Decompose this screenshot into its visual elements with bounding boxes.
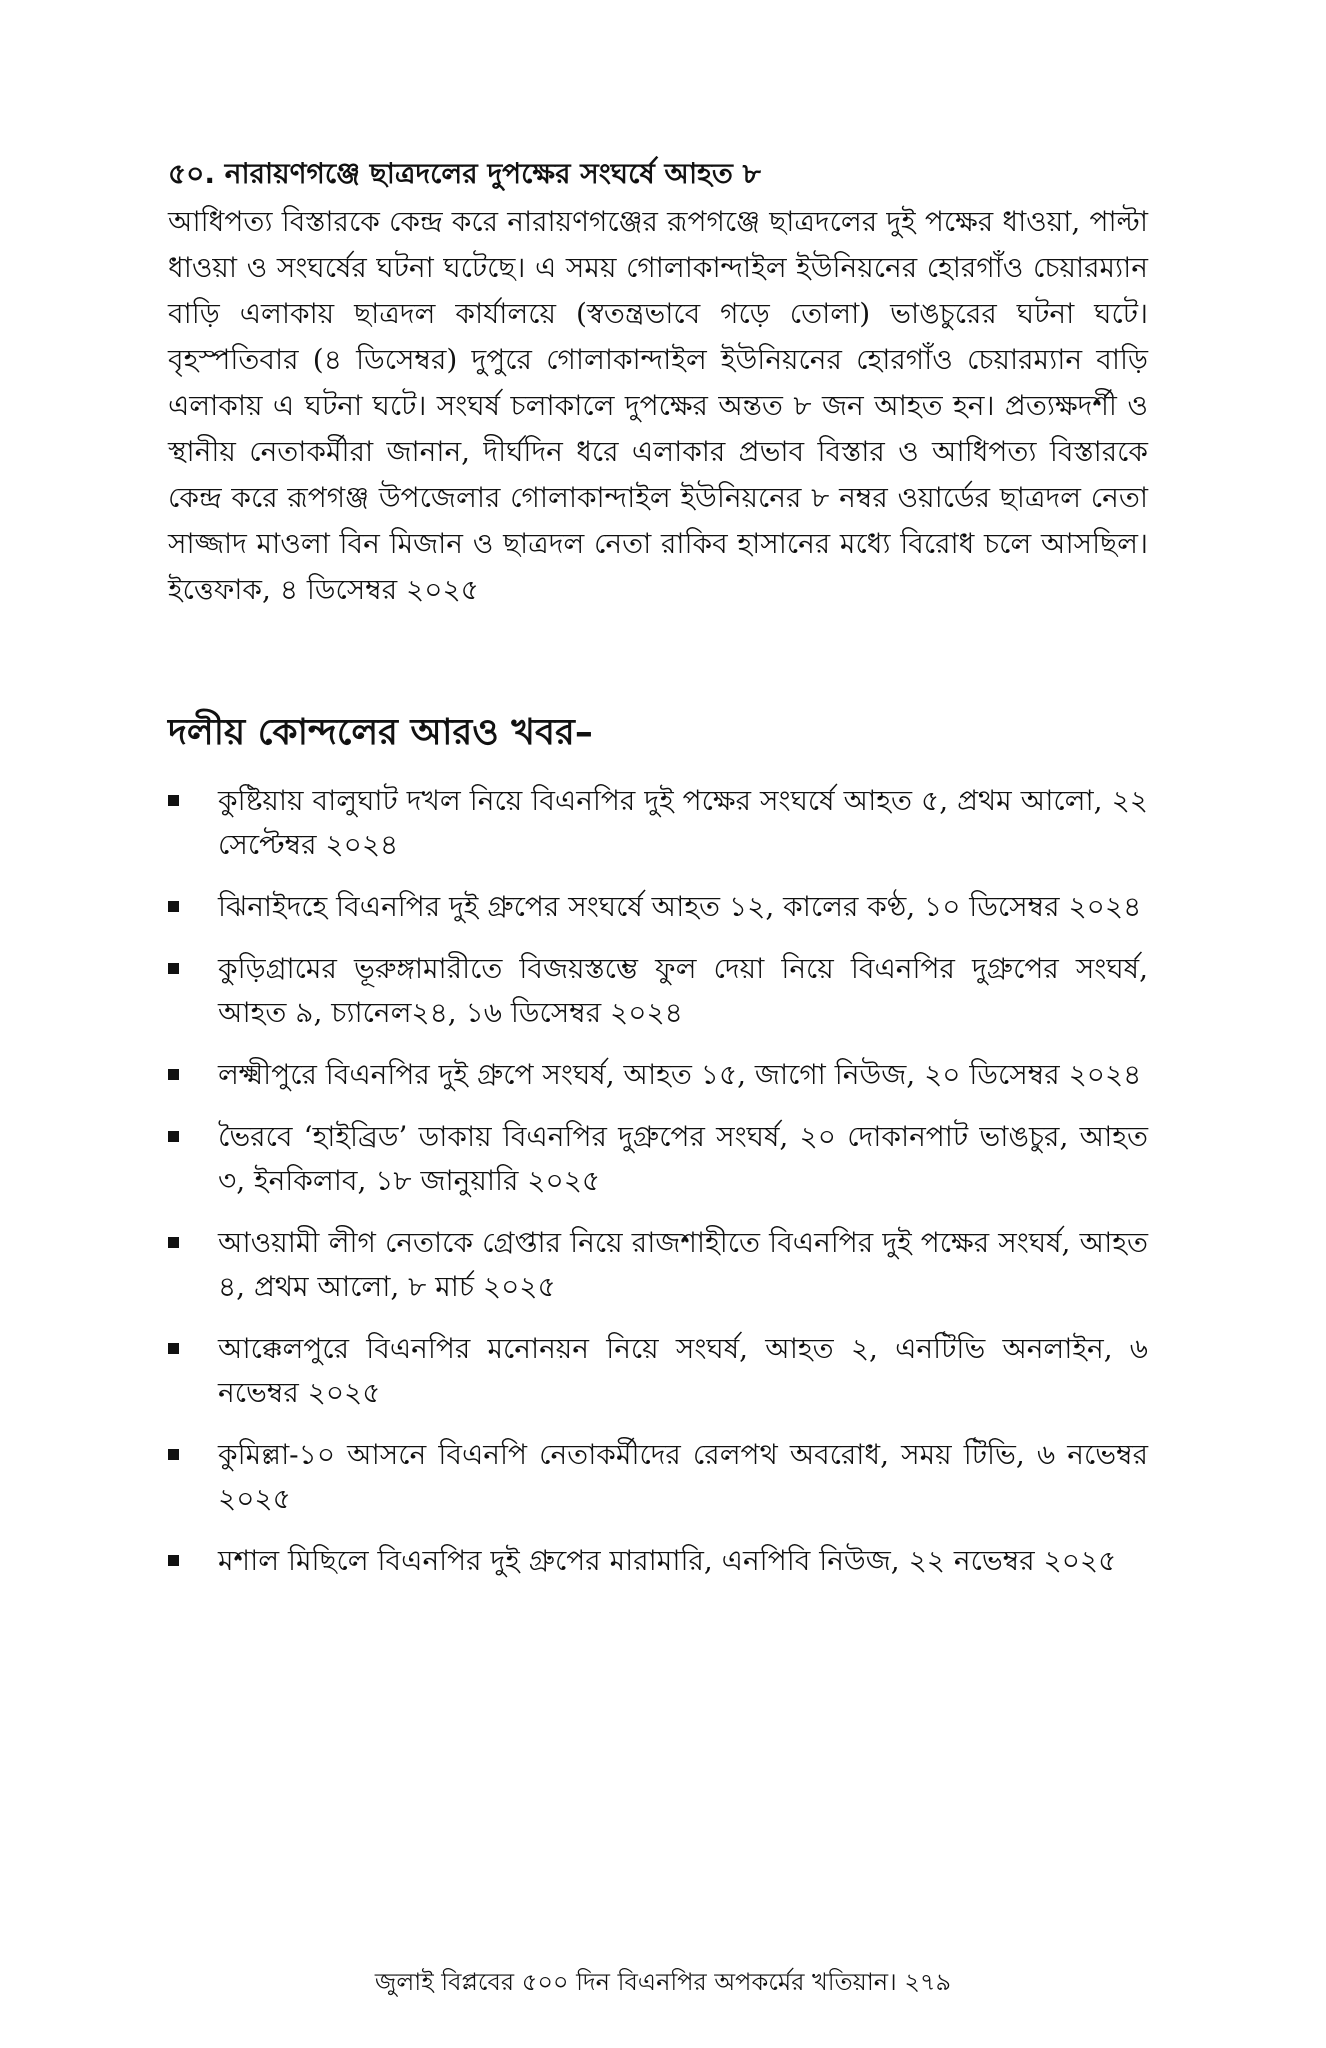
more-news-list (168, 779, 1148, 1583)
bullet-square-icon (168, 1237, 179, 1248)
list-item (168, 947, 1148, 1035)
bullet-square-icon (168, 1069, 179, 1080)
section-title: ৫০. নারায়ণগঞ্জে ছাত্রদলের দুপক্ষের সংঘর্ষে আহত ৮ (168, 157, 761, 190)
list-item (168, 1433, 1148, 1521)
list-item-text: লক্ষ্মীপুরে বিএনপির দুই গ্রুপে সংঘর্ষ, আহত ১৫, জাগো নিউজ, ২০ ডিসেম্বর ২০২৪ (218, 1058, 1142, 1091)
list-item (168, 1539, 1148, 1583)
list-item-text: কুমিল্লা-১০ আসনে বিএনপি নেতাকর্মীদের রেলপথ অবরোধ, সময় টিভি, ৬ নভেম্বর ২০২৫ (218, 1438, 1148, 1515)
list-item (168, 1327, 1148, 1415)
bullet-square-icon (168, 963, 179, 974)
list-item-text: কুষ্টিয়ায় বালুঘাট দখল নিয়ে বিএনপির দুই পক্ষের সংঘর্ষে আহত ৫, প্রথম আলো, ২২ সেপ্টেম্বর ২০২৪ (218, 784, 1148, 861)
bullet-square-icon (168, 1131, 179, 1142)
list-item-text: মশাল মিছিলে বিএনপির দুই গ্রুপের মারামারি, এনপিবি নিউজ, ২২ নভেম্বর ২০২৫ (218, 1544, 1117, 1577)
list-item (168, 779, 1148, 867)
bullet-square-icon (168, 1449, 179, 1460)
list-item-text: আওয়ামী লীগ নেতাকে গ্রেপ্তার নিয়ে রাজশাহীতে বিএনপির দুই পক্ষের সংঘর্ষ, আহত ৪, প্রথম আলো, ৮ মার্চ ২০২৫ (218, 1226, 1148, 1303)
list-item (168, 1053, 1148, 1097)
section-body: আধিপত্য বিস্তারকে কেন্দ্র করে নারায়ণগঞ্জের রূপগঞ্জে ছাত্রদলের দুই পক্ষের ধাওয়া, পাল্টা ধাওয়া ও সংঘর্ষের ঘটনা ঘটেছে। এ সময় গোলাকান্দাইল ইউনিয়নের হোরগাঁও চেয়ারম্যান বাড়ি এলাকায় ছাত্রদল কার্যালয়ে (স্বতন্ত্রভাবে গড়ে তোলা) ভাঙচুরের ঘটনা ঘটে। বৃহস্পতিবার (৪ ডিসেম্বর) দুপুরে গোলাকান্দাইল ইউনিয়নের হোরগাঁও চেয়ারম্যান বাড়ি এলাকায় এ ঘটনা ঘটে। সংঘর্ষ চলাকালে দুপক্ষের অন্তত ৮ জন আহত হন। প্রত্যক্ষদর্শী ও স্থানীয় নেতাকর্মীরা জানান, দীর্ঘদিন ধরে এলাকার প্রভাব বিস্তার ও আধিপত্য বিস্তারকে কেন্দ্র করে রূপগঞ্জ উপজেলার গোলাকান্দাইল ইউনিয়নের ৮ নম্বর ওয়ার্ডের ছাত্রদল নেতা সাজ্জাদ মাওলা বিন মিজান ও ছাত্রদল নেতা রাকিব হাসানের মধ্যে বিরোধ চলে আসছিল। ইত্তেফাক, ৪ ডিসেম্বর ২০২৫ (168, 205, 1148, 606)
page-footer: জুলাই বিপ্লবের ৫০০ দিন বিএনপির অপকর্মের খতিয়ান। ২৭৯ (374, 1968, 952, 1996)
list-item (168, 885, 1148, 929)
more-news-heading: দলীয় কোন্দলের আরও খবর– (168, 712, 593, 753)
bullet-square-icon (168, 1343, 179, 1354)
bullet-square-icon (168, 795, 179, 806)
list-item (168, 1115, 1148, 1203)
list-item (168, 1221, 1148, 1309)
bullet-square-icon (168, 901, 179, 912)
bullet-square-icon (168, 1555, 179, 1566)
list-item-text: ঝিনাইদহে বিএনপির দুই গ্রুপের সংঘর্ষে আহত ১২, কালের কণ্ঠ, ১০ ডিসেম্বর ২০২৪ (218, 890, 1142, 923)
list-item-text: আক্কেলপুরে বিএনপির মনোনয়ন নিয়ে সংঘর্ষ, আহত ২, এনটিভি অনলাইন, ৬ নভেম্বর ২০২৫ (218, 1332, 1148, 1409)
list-item-text: কুড়িগ্রামের ভূরুঙ্গামারীতে বিজয়স্তম্ভে ফুল দেয়া নিয়ে বিএনপির দুগ্রুপের সংঘর্ষ, আহত ৯, চ্যানেল২৪, ১৬ ডিসেম্বর ২০২৪ (218, 952, 1148, 1029)
page-content (168, 155, 1148, 1601)
list-item-text: ভৈরবে ‘হাইব্রিড’ ডাকায় বিএনপির দুগ্রুপের সংঘর্ষ, ২০ দোকানপাট ভাঙচুর, আহত ৩, ইনকিলাব, ১৮ জানুয়ারি ২০২৫ (218, 1120, 1148, 1197)
